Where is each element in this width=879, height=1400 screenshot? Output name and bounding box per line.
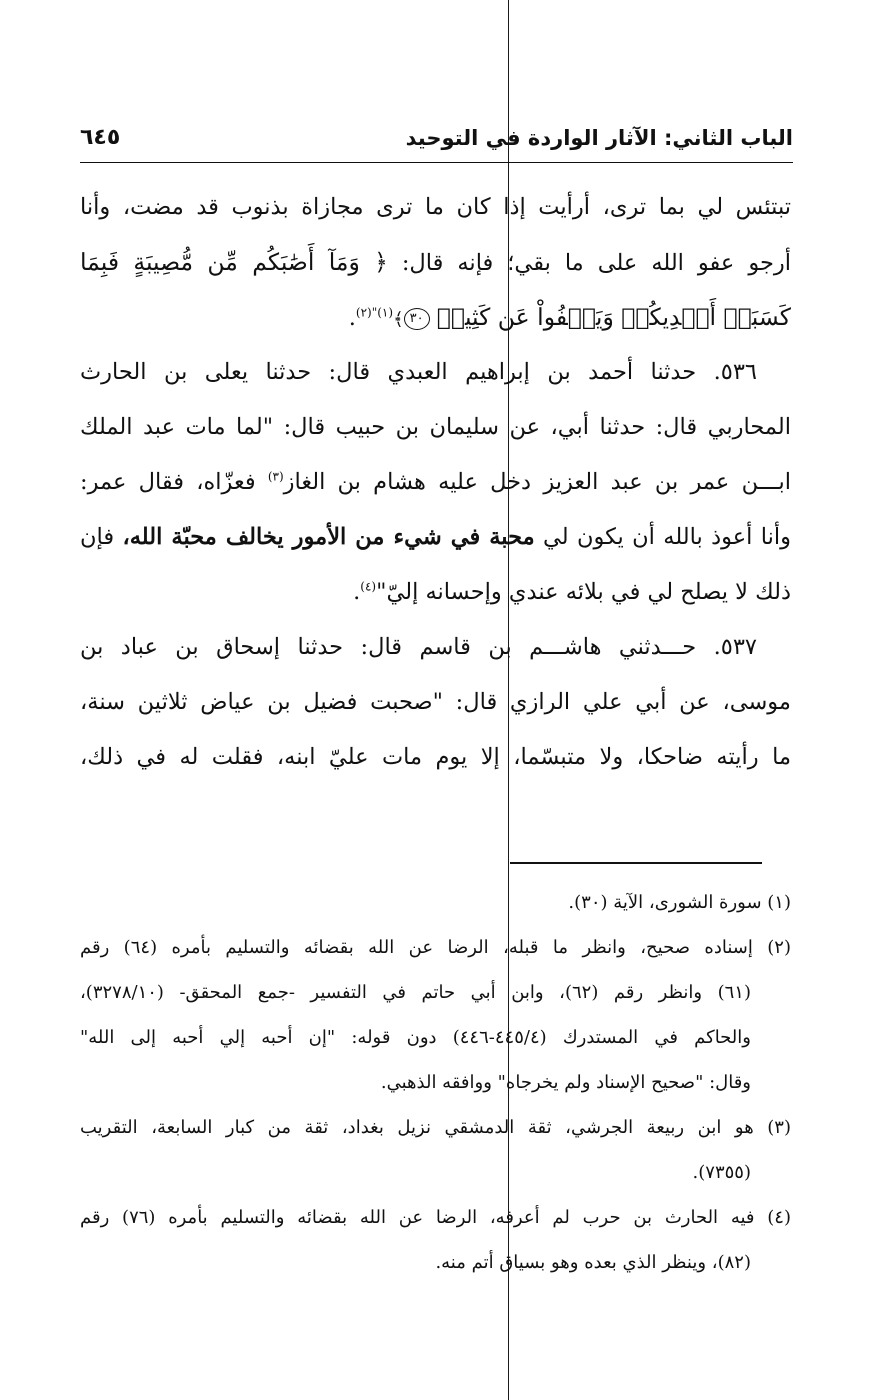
text-line [80, 455, 791, 510]
ayah-number-marker: ٣٠ [404, 308, 430, 330]
text-segment: وأنا أعوذ بالله أن يكون لي [534, 524, 791, 550]
footnote-line: (٣) هو ابن ربيعة الجرشي، ثقة الدمشقي نزيل بغداد، ثقة من كبار السابعة، التقريب [80, 1117, 791, 1138]
quran-verse: كَسَبَتۡ أَيۡدِيكُمۡ وَيَعۡفُواْ عَن كَثِيرٖ [436, 303, 791, 331]
footnote-line: (٦١) وانظر رقم (٦٢)، وابن أبي حاتم في التفسير -جمع المحقق- (٣٢٧٨/١٠)، [80, 982, 751, 1003]
footnote-4 [80, 1195, 791, 1285]
footnote-2 [80, 925, 791, 1105]
text-segment: ذلك لا يصلح لي في بلائه عندي وإحسانه إليّ" [376, 579, 791, 605]
footnote-line: (٤) فيه الحارث بن حرب لم أعرفه، الرضا عن الله بقضائه والتسليم بأمره (٧٦) رقم [80, 1207, 791, 1228]
text-line: ٥٣٦. حدثنا أحمد بن إبراهيم العبدي قال: حدثنا يعلى بن الحارث [80, 359, 757, 385]
quran-close-bracket: ﴾ [393, 309, 404, 330]
footnote-3 [80, 1105, 791, 1195]
text-line [80, 235, 791, 290]
footnotes [80, 880, 791, 1285]
footnote-ref: (٤) [360, 579, 377, 594]
text-segment: أرجو عفو الله على ما بقي؛ فإنه قال: [401, 250, 791, 276]
text-line: ٥٣٧. حـــدثني هاشـــم بن قاسم قال: حدثنا إسحاق بن عباد بن [80, 634, 757, 660]
text-line: المحاربي قال: حدثنا أبي، عن سليمان بن حبيب قال: "لما مات عبد الملك [80, 414, 791, 440]
footnote-ref: (٣) [267, 469, 284, 484]
page-number: ٦٤٥ [80, 125, 121, 150]
footnote-line: (٨٢)، وينظر الذي بعده وهو بسياق أتم منه. [435, 1252, 751, 1273]
footnote-ref: (١)"(٢) [355, 305, 394, 320]
footnote-line: (٧٣٥٥). [692, 1162, 751, 1183]
text-segment: فعزّاه، فقال عمر: [80, 469, 268, 495]
footnote-line: (٢) إسناده صحيح، وانظر ما قبله، الرضا عن الله بقضائه والتسليم بأمره (٦٤) رقم [80, 937, 791, 958]
text-segment: فإن [80, 524, 123, 550]
text-line [80, 510, 791, 565]
footnote-line: وقال: "صحيح الإسناد ولم يخرجاه" ووافقه الذهبي. [380, 1072, 751, 1093]
text-line: موسى، عن أبي علي الرازي قال: "صحبت فضيل بن عياض ثلاثين سنة، [80, 689, 791, 715]
text-segment: ابـــن عمر بن عبد العزيز دخل عليه هشام بن الغاز [283, 469, 791, 495]
text-segment: . [353, 579, 361, 605]
footnote-1 [80, 880, 791, 925]
bold-phrase: محبة في شيء من الأمور يخالف محبّة الله، [122, 524, 535, 550]
footnote-line: (١) سورة الشورى، الآية (٣٠). [568, 892, 791, 913]
main-text [80, 180, 791, 785]
quran-verse: ﴿ وَمَآ أَصَٰبَكُم مِّن مُّصِيبَةٍ فَبِمَا [80, 248, 388, 276]
text-line: ما رأيته ضاحكا، ولا متبسّما، إلا يوم مات عليّ ابنه، فقلت له في ذلك، [80, 744, 791, 770]
text-line [80, 565, 791, 620]
text-segment: . [348, 305, 356, 331]
running-header [80, 118, 793, 158]
footnote-line: والحاكم في المستدرك (٤٤٥/٤-٤٤٦) دون قوله: "إن أحبه إلي أحبه إلى الله" [80, 1027, 751, 1048]
footnote-separator [510, 862, 762, 864]
text-line [80, 290, 791, 345]
text-line: تبتئس لي بما ترى، أرأيت إذا كان ما ترى مجازاة بذنوب قد مضت، وأنا [80, 194, 791, 220]
header-rule [80, 162, 793, 163]
chapter-title: الباب الثاني: الآثار الواردة في التوحيد [405, 126, 793, 150]
